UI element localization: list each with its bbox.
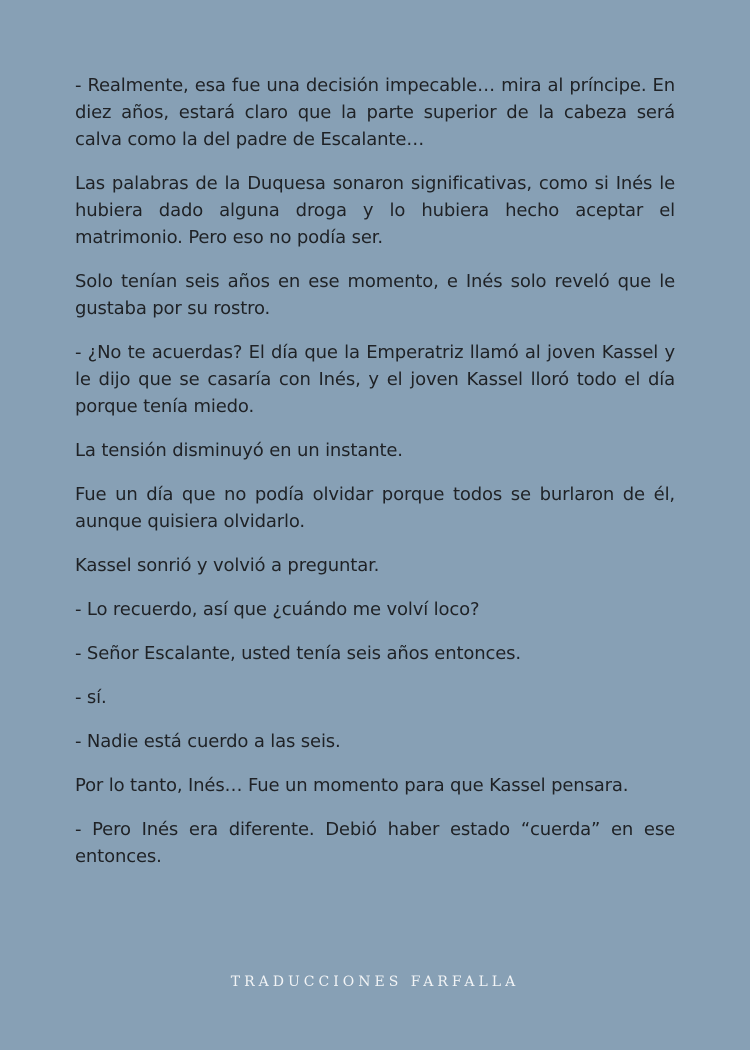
paragraph: Kassel sonrió y volvió a preguntar. [75,555,380,576]
paragraph: - sí. [75,687,107,708]
paragraph: - Pero Inés era diferente. Debió haber estado “cuerda” en ese entonces. [75,819,675,867]
paragraph: - Lo recuerdo, así que ¿cuándo me volví loco? [75,599,480,620]
paragraph: - Señor Escalante, usted tenía seis años entonces. [75,643,521,664]
paragraph: Solo tenían seis años en ese momento, e Inés solo reveló que le gustaba por su rostro. [75,271,675,319]
paragraph: Por lo tanto, Inés… Fue un momento para que Kassel pensara. [75,775,629,796]
page-footer: TRADUCCIONES FARFALLA [230,974,520,990]
document-body [75,72,675,887]
paragraph: Las palabras de la Duquesa sonaron significativas, como si Inés le hubiera dado alguna droga y lo hubiera hecho aceptar el matrimonio. Pero eso no podía ser. [75,173,675,248]
paragraph: - ¿No te acuerdas? El día que la Emperatriz llamó al joven Kassel y le dijo que se casaría con Inés, y el joven Kassel lloró todo el día porque tenía miedo. [75,342,675,417]
paragraph: - Nadie está cuerdo a las seis. [75,731,341,752]
paragraph: - Realmente, esa fue una decisión impecable… mira al príncipe. En diez años, estará claro que la parte superior de la cabeza será calva como la del padre de Escalante… [75,75,675,150]
paragraph: La tensión disminuyó en un instante. [75,440,403,461]
paragraph: Fue un día que no podía olvidar porque todos se burlaron de él, aunque quisiera olvidarlo. [75,484,675,532]
